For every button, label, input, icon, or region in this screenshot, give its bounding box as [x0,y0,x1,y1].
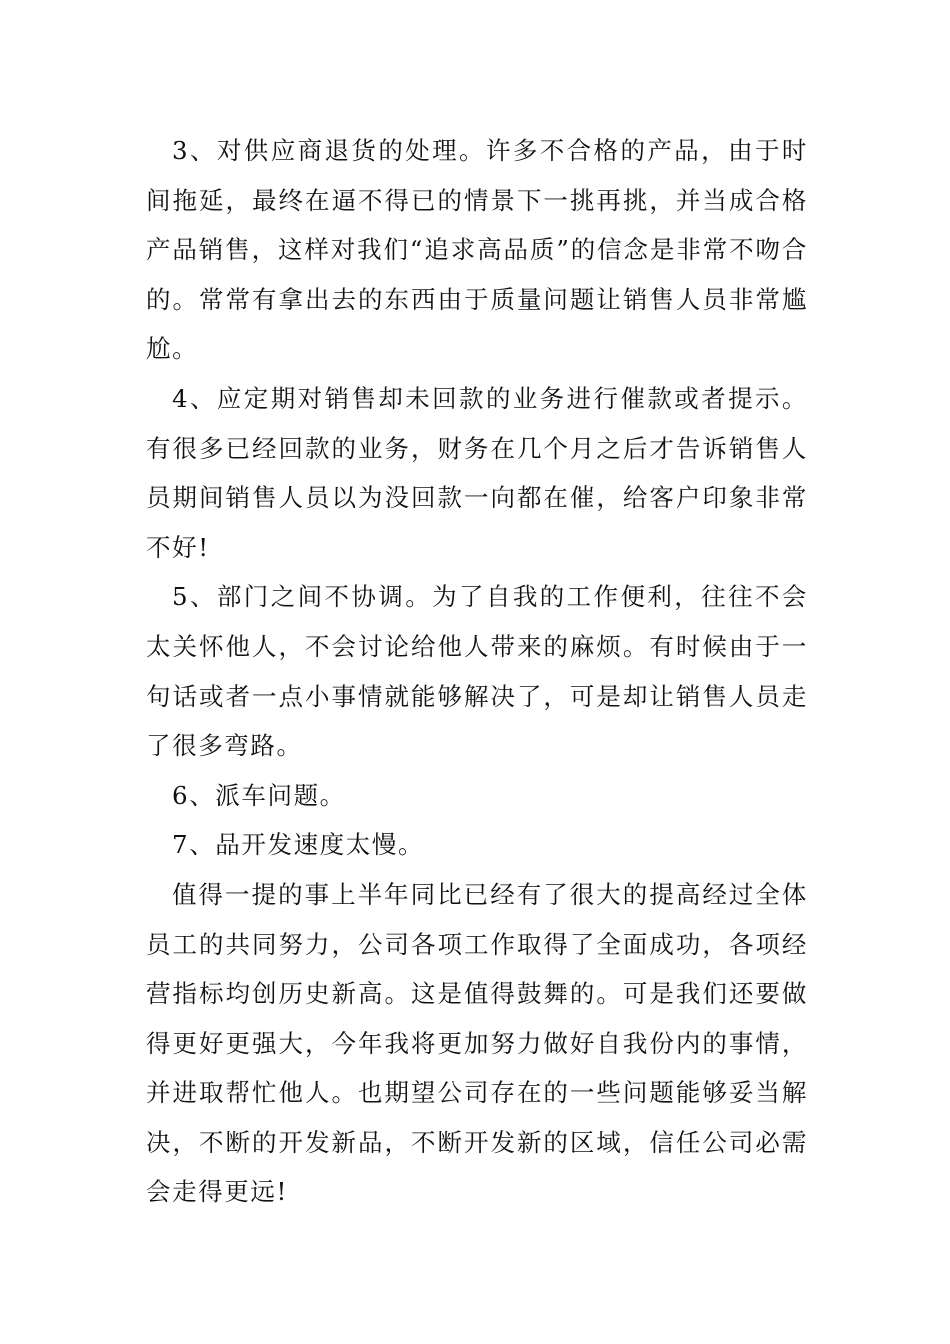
paragraph-supplier-returns: 3、对供应商退货的处理。许多不合格的产品，由于时间拖延，最终在逼不得已的情景下一挑再挑，并当成合格产品销售，这样对我们“追求高品质”的信念是非常不吻合的。常常有拿出去的东西由于质量问题让销售人员非常尴尬。 [146,136,808,364]
paragraph-conclusion: 值得一提的事上半年同比已经有了很大的提高经过全体员工的共同努力，公司各项工作取得了全面成功，各项经营指标均创历史新高。这是值得鼓舞的。可是我们还要做得更好更强大，今年我将更加努力做好自我份内的事情，并进取帮忙他人。也期望公司存在的一些问题能够妥当解决，不断的开发新品，不断开发新的区域，信任公司必需会走得更远! [146,879,808,1207]
paragraph-department-coordination: 5、部门之间不协调。为了自我的工作便利，往往不会太关怀他人，不会讨论给他人带来的麻烦。有时候由于一句话或者一点小事情就能够解决了，可是却让销售人员走了很多弯路。 [146,582,808,761]
document-page [146,126,808,1217]
paragraph-payment-collection: 4、应定期对销售却未回款的业务进行催款或者提示。有很多已经回款的业务，财务在几个月之后才告诉销售人员期间销售人员以为没回款一向都在催，给客户印象非常不好! [146,383,808,562]
paragraph-vehicle-dispatch: 6、派车问题。 [172,780,346,810]
paragraph-product-development: 7、品开发速度太慢。 [172,830,425,860]
